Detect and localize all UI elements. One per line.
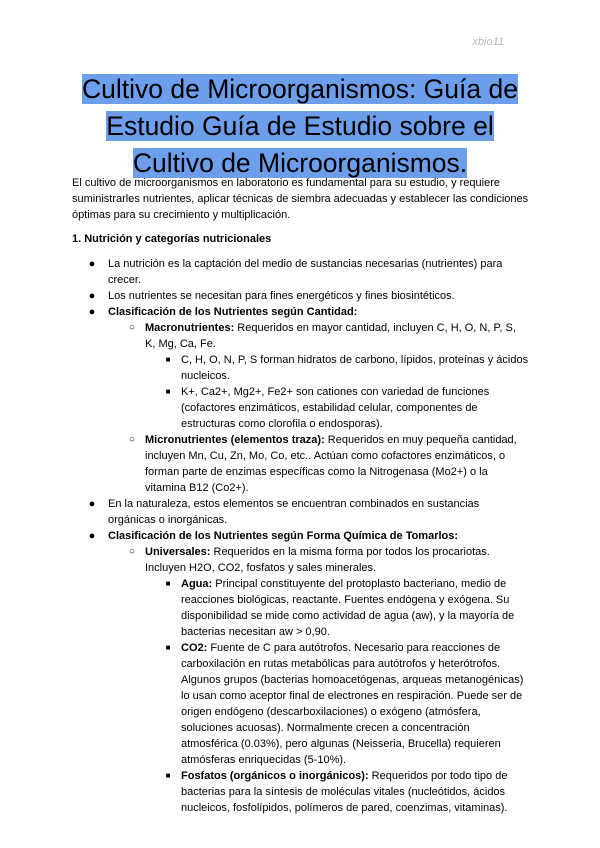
bullet-dot-icon: ● [88, 258, 96, 270]
list-item-text [181, 352, 529, 384]
list-item-text [181, 768, 529, 816]
list-item [0, 544, 600, 576]
list-item-bold-label: Fosfatos (orgánicos o inorgánicos): [181, 770, 369, 782]
list-item-body: Requeridos en muy pequeña cantidad, incluyen Mn, Cu, Zn, Mo, Co, etc.. Actúan como cofactores enzimáticos, o forman parte de enzimas específicas como la Nitrogenasa (Mo2+) o la vitamina B12 (Co2+). [145, 434, 517, 494]
list-item-text [108, 304, 528, 320]
list-item-text [108, 256, 528, 288]
list-item [0, 432, 600, 496]
list-item-bold-label: Universales: [145, 546, 211, 558]
bullet-list [0, 256, 600, 816]
list-item [0, 496, 600, 528]
bullet-dot-icon: ● [88, 530, 96, 542]
list-item-bold-label: Micronutrientes (elementos traza): [145, 434, 325, 446]
bullet-dot-icon: ● [88, 498, 96, 510]
list-item-text [181, 576, 529, 640]
title-line-2: Estudio Guía de Estudio sobre el [106, 111, 494, 141]
bullet-dot-icon: ● [88, 290, 96, 302]
list-item [0, 768, 600, 816]
intro-paragraph: El cultivo de microorganismos en laboratorio es fundamental para su estudio, y requiere suministrarles nutrientes, aplicar técnicas de siembra adecuadas y establecer las condiciones óptimas para su crecimiento y multiplicación. [72, 177, 529, 221]
list-item-body: Los nutrientes se necesitan para fines energéticos y fines biosintéticos. [108, 290, 455, 302]
list-item-body: Requeridos en mayor cantidad, incluyen C, H, O, N, P, S, K, Mg, Ca, Fe. [145, 322, 516, 350]
list-item [0, 320, 600, 352]
bullet-circle-icon: ○ [128, 434, 136, 445]
list-item [0, 288, 600, 304]
bullet-square-icon: ■ [165, 355, 171, 364]
list-item-body: Fuente de C para autótrofos. Necesario para reacciones de carboxilación en rutas metabólicas para autótrofos y heterótrofos. Algunos grupos (bacterias homoacetógenas, arqueas metanogénicas) lo usan como aceptor final de electrones en respiración. Puede ser de origen endógeno (descarboxilaciones) o exógeno (atmósfera, soluciones acuosas). Normalmente crecen a concentración atmosférica (0.03%), pero algunas (Neisseria, Brucella) requieren atmósferas enriquecidas (5-10%). [181, 642, 524, 766]
list-item-bold-label: CO2: [181, 642, 208, 654]
list-item-bold-label: Clasificación de los Nutrientes según Cantidad: [108, 306, 358, 318]
list-item-text [108, 528, 528, 544]
bullet-square-icon: ■ [165, 387, 171, 396]
list-item-body: Principal constituyente del protoplasto bacteriano, medio de reacciones biológicas, reactante. Fuentes endógena y exógena. Su disponibilidad se mide como actividad de agua (aw), y la mayoría de bacterias necesitan aw > 0,90. [181, 578, 515, 638]
list-item-bold-label: Clasificación de los Nutrientes según Forma Química de Tomarlos: [108, 530, 459, 542]
list-item-body: Requeridos en la misma forma por todos los procariotas. Incluyen H2O, CO2, fosfatos y sales minerales. [145, 546, 490, 574]
section-heading: 1. Nutrición y categorías nutricionales [72, 233, 272, 245]
list-item-text [181, 384, 529, 432]
document-title [60, 73, 540, 184]
list-item-body: La nutrición es la captación del medio de sustancias necesarias (nutrientes) para crecer. [108, 258, 503, 286]
bullet-circle-icon: ○ [128, 322, 136, 333]
bullet-square-icon: ■ [165, 771, 171, 780]
list-item [0, 256, 600, 288]
list-item [0, 352, 600, 384]
list-item-body: En la naturaleza, estos elementos se encuentran combinados en sustancias orgánicas o inorgánicas. [108, 498, 480, 526]
list-item-text [181, 640, 529, 768]
list-item-text [145, 544, 528, 576]
bullet-square-icon: ■ [165, 643, 171, 652]
list-item [0, 384, 600, 432]
bullet-dot-icon: ● [88, 306, 96, 318]
list-item [0, 576, 600, 640]
list-item-bold-label: Macronutrientes: [145, 322, 235, 334]
list-item-text [108, 288, 528, 304]
list-item-text [108, 496, 528, 528]
title-line-1: Cultivo de Microorganismos: Guía de [82, 74, 518, 104]
title-line-3: Cultivo de Microorganismos. [132, 148, 468, 178]
list-item-body: C, H, O, N, P, S forman hidratos de carbono, lípidos, proteínas y ácidos nucleicos. [181, 354, 529, 382]
watermark: xbio11 [472, 36, 504, 48]
bullet-circle-icon: ○ [128, 546, 136, 557]
list-item [0, 528, 600, 544]
list-item-body: Requeridos por todo tipo de bacterias para la síntesis de moléculas vitales (nucleótidos, ácidos nucleicos, fosfolípidos, polímeros de pared, coenzimas, vitaminas). [181, 770, 508, 814]
bullet-square-icon: ■ [165, 579, 171, 588]
list-item [0, 304, 600, 320]
list-item-body: K+, Ca2+, Mg2+, Fe2+ son cationes con variedad de funciones (cofactores enzimáticos, estabilidad celular, componentes de estructuras como clorofila o endosporas). [181, 386, 490, 430]
list-item [0, 640, 600, 768]
list-item-text [145, 320, 528, 352]
list-item-text [145, 432, 528, 496]
list-item-bold-label: Agua: [181, 578, 213, 590]
